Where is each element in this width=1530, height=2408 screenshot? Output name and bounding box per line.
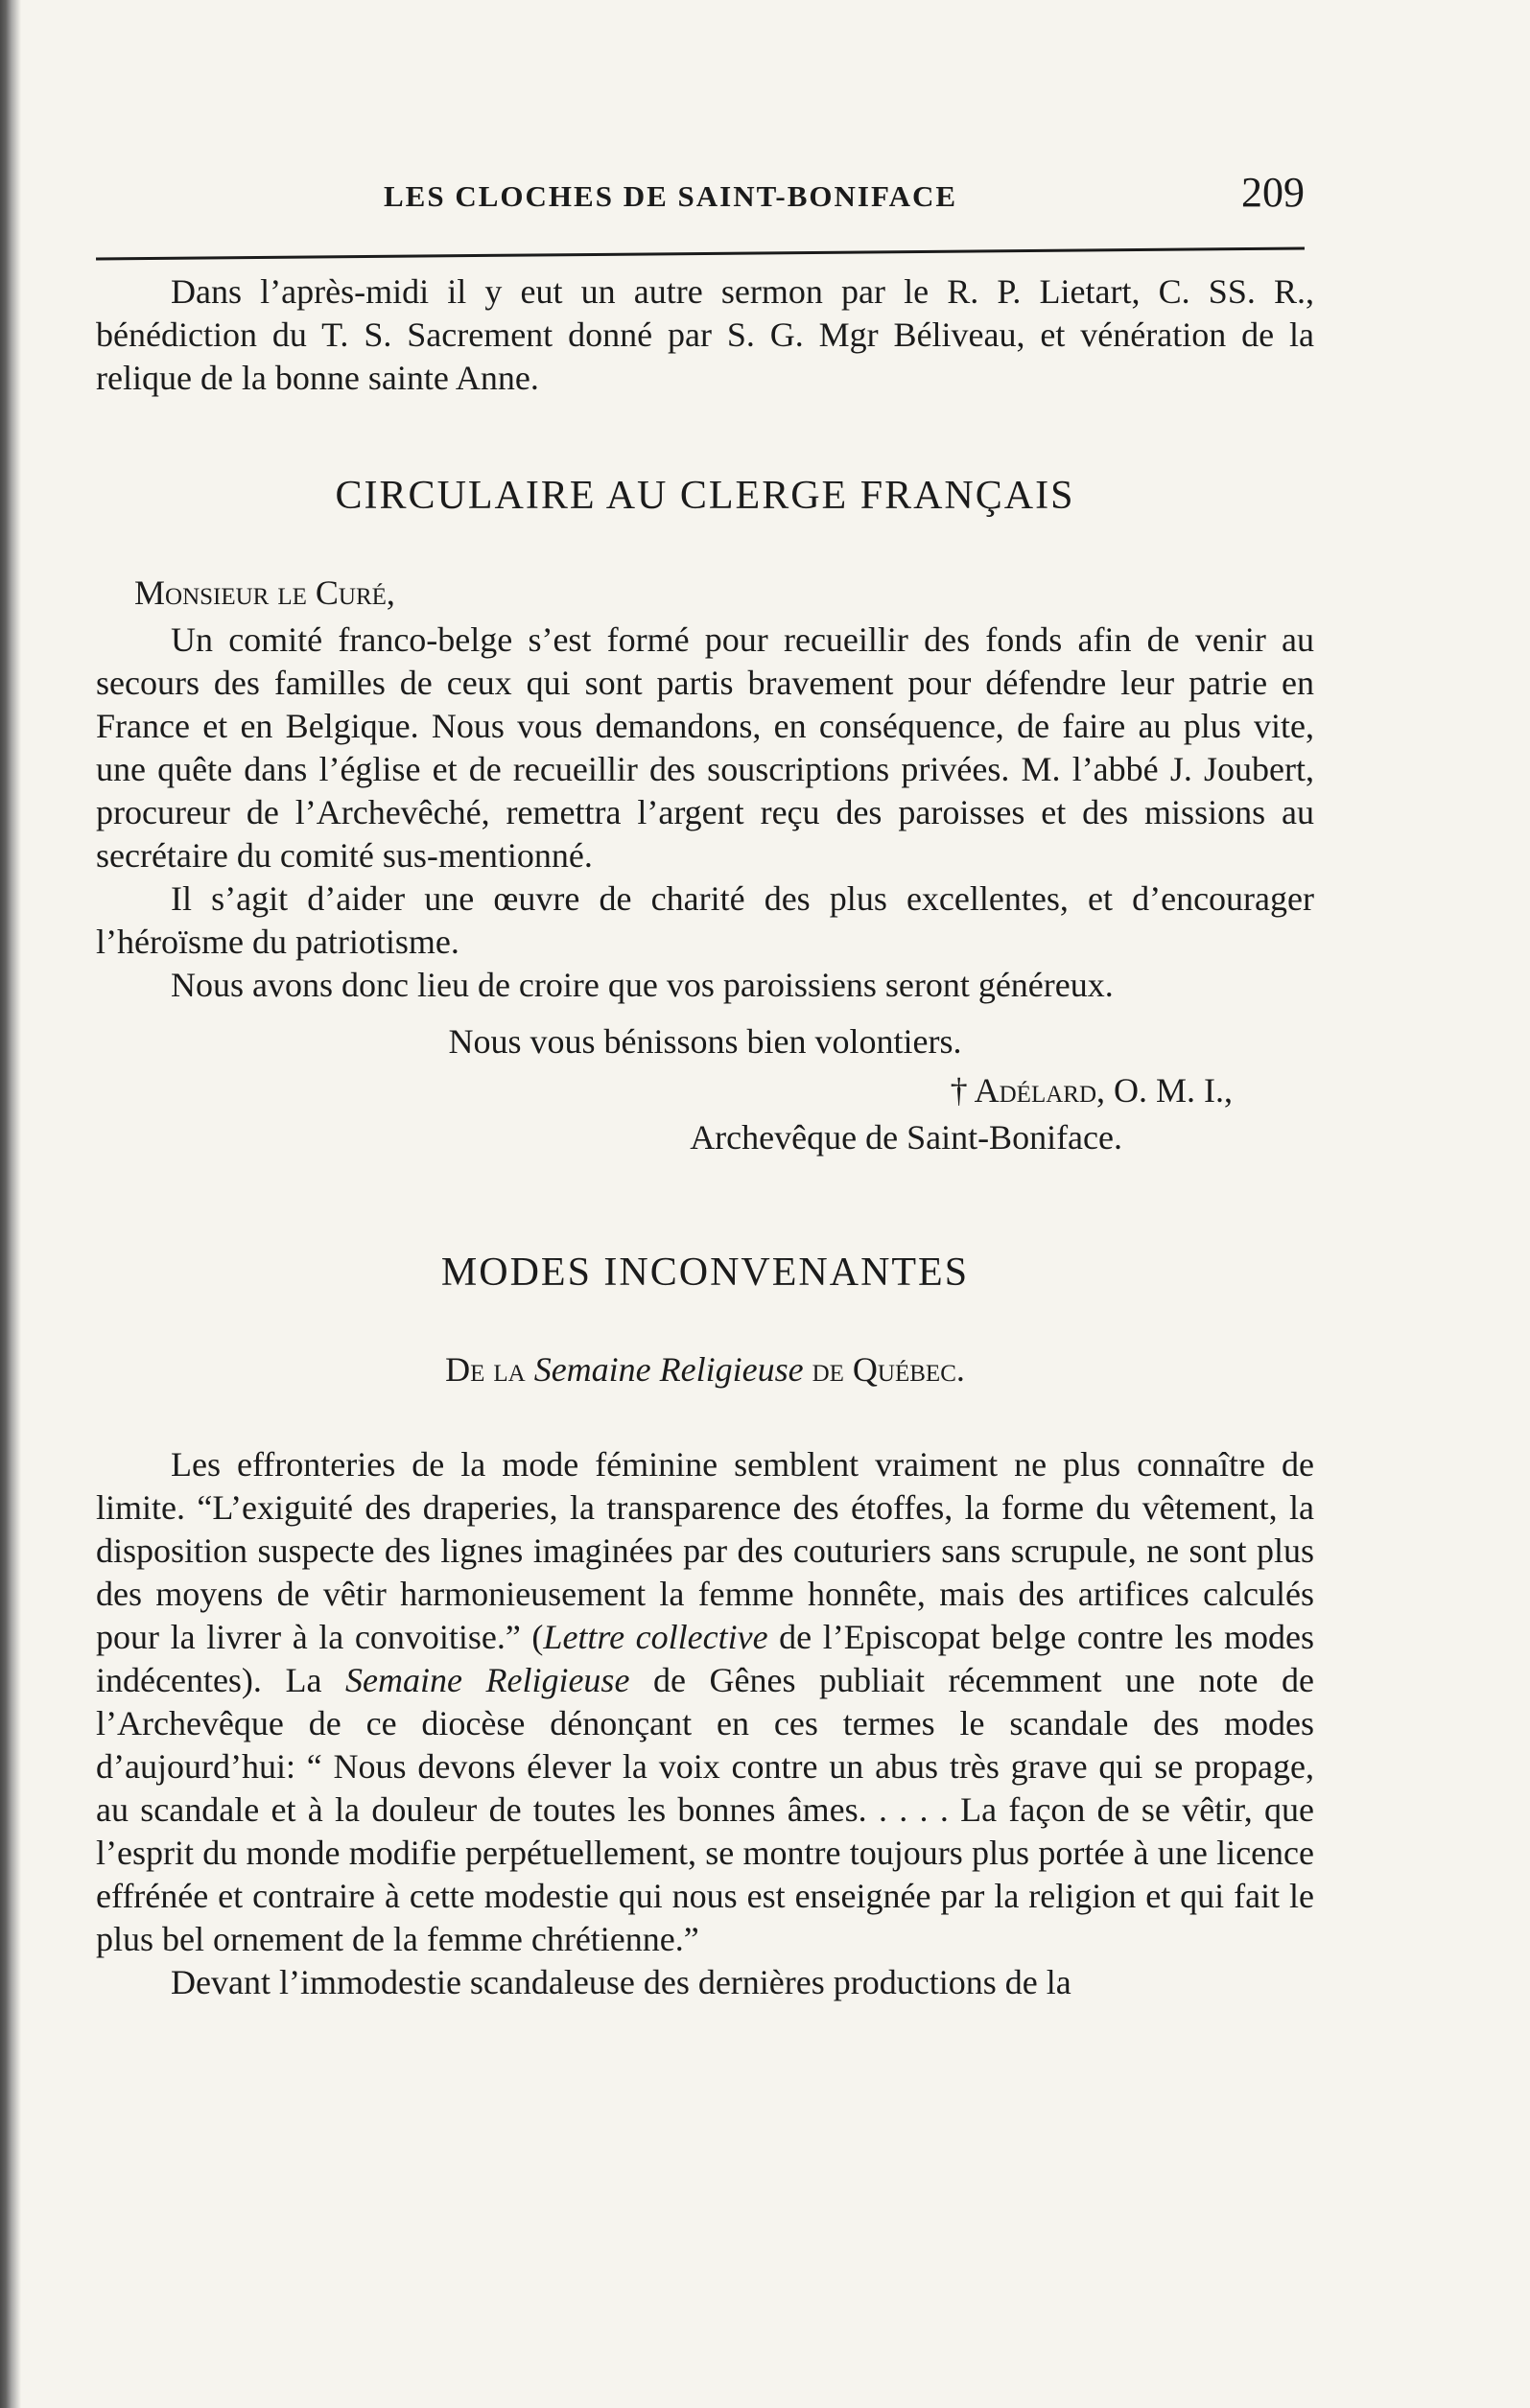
closing-line: Nous vous bénissons bien volontiers. <box>448 1022 962 1061</box>
subheading-prefix: De la <box>445 1350 526 1389</box>
page-number: 209 <box>1241 169 1305 216</box>
circulaire-paragraph-3: Nous avons donc lieu de croire que vos paroissiens seront généreux. <box>171 966 1114 1004</box>
modes-p1-text-c: de Gênes publiait récemment une note de l’Archevêque de ce diocèse dénonçant en ces termes le scandale des modes d’aujourd’hui: “ Nous devons élever la voix contre un abus très grave qui se propage, au scandale et à la douleur de toutes les bonnes âmes. . . . . La façon de se vêtir, que l’esprit du monde modifie perpétuellement, se montre toujours plus portée à une licence effrénée et contraire à cette modestie qui nous est enseignée par la religion et qui fait le plus bel ornement de la femme chrétienne.” <box>96 1661 1315 1958</box>
circulaire-title: CIRCULAIRE AU CLERGE FRANÇAIS <box>335 474 1075 518</box>
salutation: Monsieur le Curé, <box>134 573 395 612</box>
circulaire-paragraph-1: Un comité franco-belge s’est formé pour recueillir des fonds afin de venir au secours des familles de ceux qui sont partis bravement pour défendre leur patrie en France et en Belgique. Nous vous demandons, en conséquence, de faire au plus vite, une quête dans l’église et de recueillir des souscriptions privées. M. l’abbé J. Joubert, procureur de l’Archevêché, remettra l’argent reçu des paroisses et des missions au secrétaire du comité sus-mentionné. <box>96 620 1314 875</box>
header-rule <box>96 247 1305 261</box>
modes-paragraph-1 <box>96 1443 1314 1961</box>
modes-paragraph-2: Devant l’immodestie scandaleuse des dernières productions de la <box>171 1963 1071 2001</box>
circulaire-paragraph-2: Il s’agit d’aider une œuvre de charité des plus excellentes, et d’encourager l’héroïsme du patriotisme. <box>96 879 1314 961</box>
modes-p1-italic-1: Lettre collective <box>543 1618 768 1656</box>
subheading-suffix: de Québec. <box>812 1350 965 1389</box>
text-block <box>96 270 1314 2004</box>
signature-title: Archevêque de Saint-Boniface. <box>690 1118 1122 1157</box>
modes-p1-italic-2: Semaine Religieuse <box>344 1661 630 1699</box>
signature-name: † Adélard, O. M. I., <box>950 1071 1233 1110</box>
modes-p1-text-b: de l’Episcopat belge contre les modes indécentes). La <box>96 1618 1314 1699</box>
modes-p1-text-a: Les effronteries de la mode féminine semblent vraiment ne plus connaître de limite. “L’exiguité des draperies, la transparence des étoffes, la forme du vêtement, la disposition suspecte des lignes imaginées par des couturiers sans scrupule, ne sont plus des moyens de vêtir harmonieusement la femme honnête, mais des artifices calculés pour la livrer à la convoitise.” ( <box>96 1445 1314 1656</box>
modes-title: MODES INCONVENANTES <box>440 1251 970 1295</box>
binding-shadow <box>0 0 21 2408</box>
signature <box>96 1069 1314 1112</box>
source-subheading <box>96 1348 1314 1391</box>
running-head <box>365 168 1305 225</box>
running-title: LES CLOCHES DE SAINT-BONIFACE <box>384 179 958 213</box>
subheading-publication: Semaine Religieuse <box>533 1350 804 1389</box>
intro-paragraph: Dans l’après-midi il y eut un autre sermon par le R. P. Lietart, C. SS. R., bénédiction du T. S. Sacrement donné par S. G. Mgr Béliveau, et vénération de la relique de la bonne sainte Anne. <box>96 272 1314 397</box>
